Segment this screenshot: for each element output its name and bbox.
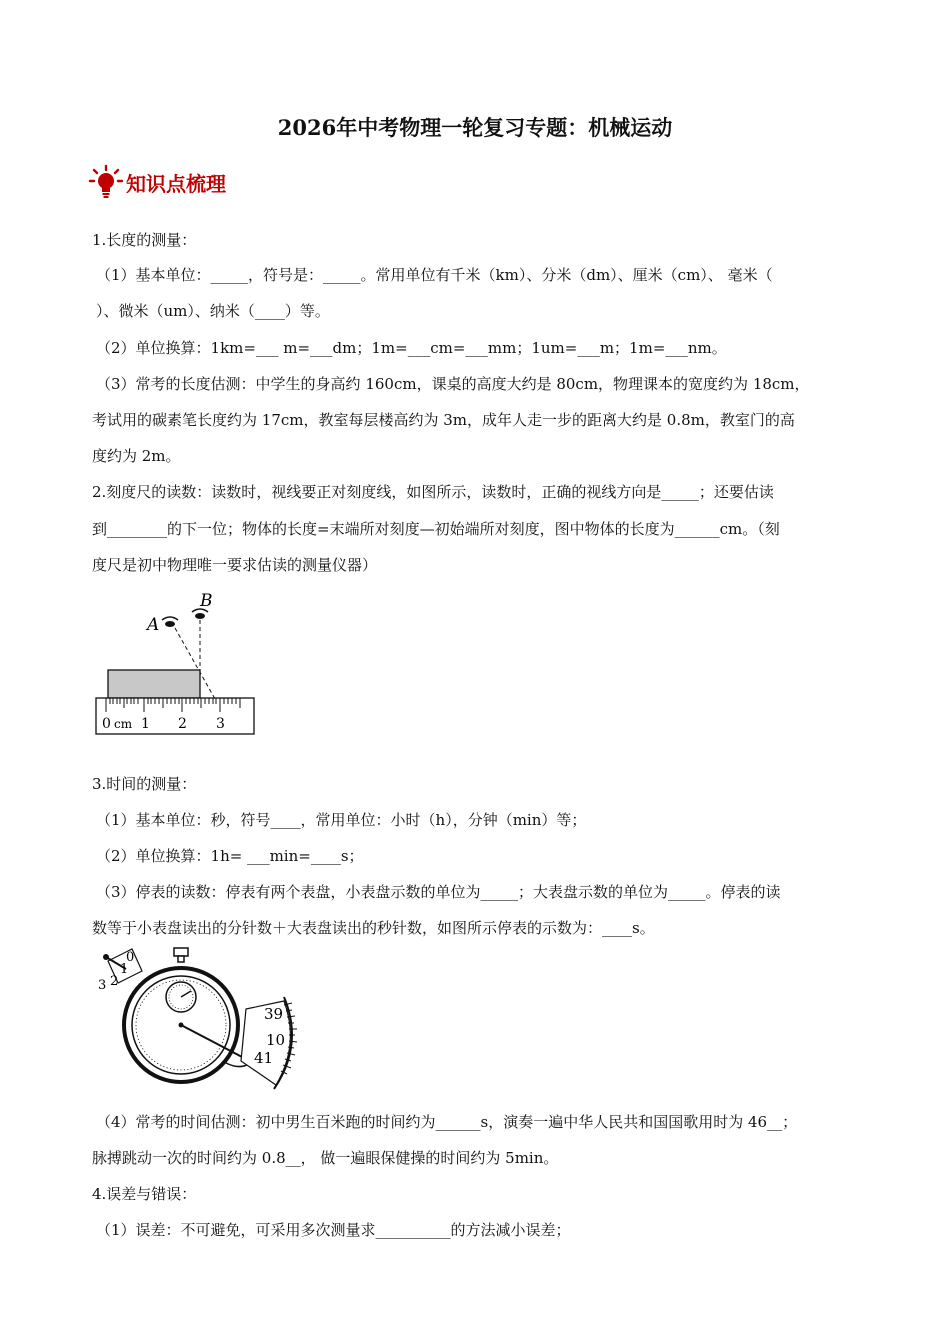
text-line: （3）停表的读数：停表有两个表盘，小表盘示数的单位为_____；大表盘示数的单位为_____。停表的读 (96, 883, 781, 901)
text-line: 1.长度的测量： (92, 231, 197, 249)
text-line: 度约为 2m。 (92, 447, 181, 465)
small-dial-label: 3 (98, 978, 107, 993)
text-line: （1）基本单位：_____，符号是：_____。常用单位有千米（km）、分米（dm）、厘米（cm）、 毫米（ (96, 266, 773, 284)
stopwatch-figure (96, 945, 316, 1093)
small-dial-label: 1 (120, 962, 129, 977)
text-line: （3）常考的长度估测：中学生的身高约 160cm，课桌的高度大约是 80cm，物理课本的宽度约为 18cm， (96, 375, 810, 393)
small-dial-label: 2 (110, 974, 119, 989)
page-title: 2026年中考物理一轮复习专题：机械运动 (277, 115, 673, 140)
text-line: 脉搏跳动一次的时间约为 0.8__， 做一遍眼保健操的时间约为 5min。 (92, 1149, 559, 1167)
text-line: （2）单位换算：1h= ___min=____s； (96, 847, 364, 865)
text-line: 4.误差与错误： (92, 1185, 197, 1203)
text-line: （2）单位换算：1km=___ m=___dm；1m=___cm=___mm；1um=___m；1m=___nm。 (96, 339, 727, 357)
ruler-figure (92, 590, 262, 740)
section-heading (88, 164, 226, 200)
ruler-tick-label: 1 (141, 716, 150, 732)
text-line: 考试用的碳素笔长度约为 17cm，教室每层楼高约为 3m，成年人走一步的距离大约是 0.8m，教室门的高 (92, 411, 795, 429)
text-line: ）、微米（um）、纳米（____）等。 (96, 302, 330, 320)
section-heading-label: 知识点梳理 (126, 171, 226, 196)
ruler-unit-label: cm (114, 717, 133, 731)
text-line: （1）误差：不可避免，可采用多次测量求__________的方法减小误差； (96, 1221, 571, 1239)
text-line: 数等于小表盘读出的分针数＋大表盘读出的秒针数，如图所示停表的示数为：____s。 (92, 919, 655, 937)
zoom-scale-label: 10 (266, 1031, 286, 1049)
ruler-tick-label: 3 (216, 716, 225, 732)
text-line: （1）基本单位：秒，符号____，常用单位：小时（h），分钟（min）等； (96, 811, 587, 829)
zoom-scale-label: 41 (254, 1049, 274, 1067)
text-line: 度尺是初中物理唯一要求估读的测量仪器） (92, 556, 378, 574)
text-line: 2.刻度尺的读数：读数时，视线要正对刻度线，如图所示，读数时，正确的视线方向是_____；还要估读 (92, 483, 774, 501)
measured-object (108, 670, 200, 698)
zoom-scale-label: 39 (264, 1005, 284, 1023)
ruler-tick-label: 0 (102, 716, 111, 732)
text-line: 3.时间的测量： (92, 775, 197, 793)
ruler-label-a: A (147, 615, 160, 635)
text-line: 到________的下一位；物体的长度=末端所对刻度—初始端所对刻度，图中物体的长度为______cm。（刻 (92, 520, 780, 538)
eye-icon (162, 617, 178, 627)
ruler-label-b: B (200, 591, 213, 611)
ruler-tick-label: 2 (178, 716, 187, 732)
text-line: （4）常考的时间估测：初中男生百米跑的时间约为______s，演奏一遍中华人民共和国国歌用时为 46__； (96, 1113, 798, 1131)
lightbulb-icon (88, 164, 124, 200)
small-dial-label: 0 (126, 950, 135, 965)
